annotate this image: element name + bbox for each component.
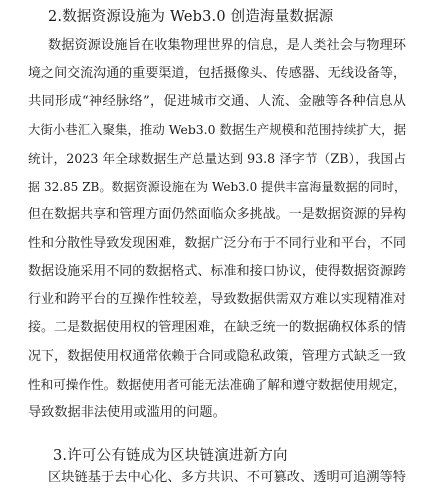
paragraph-line: 行业和跨平台的互操作性较差，导致数据供需双方难以实现精准对 — [28, 292, 406, 307]
paragraph-line: 导致数据非法使用或滥用的问题。 — [28, 405, 226, 420]
section-heading-2: 2.数据资源设施为 Web3.0 创造海量数据源 — [48, 9, 334, 25]
paragraph-line: 共同形成“神经脉络”，促进城市交通、人流、金融等各种信息从 — [28, 94, 406, 109]
paragraph-line: 数据资源设施旨在收集物理世界的信息，是人类社会与物理环 — [48, 38, 406, 53]
paragraph-line: 性和分散性导致发现困难，数据广泛分布于不同行业和平台，不同 — [28, 236, 406, 251]
paragraph-line: 况下，数据使用权通常依赖于合同或隐私政策，管理方式缺乏一致 — [28, 349, 406, 364]
paragraph-line: 大街小巷汇入聚集，推动 Web3.0 数据生产规模和范围持续扩大，据 — [28, 122, 406, 137]
paragraph-line: 统计，2023 年全球数据生产总量达到 93.8 泽字节（ZB），我国占 — [28, 151, 406, 166]
paragraph-line: 数据设施采用不同的数据格式、标准和接口协议，使得数据资源跨 — [28, 264, 406, 279]
paragraph-line: 区块链基于去中心化、多方共识、不可篡改、透明可追溯等特 — [48, 470, 406, 485]
section-heading-3: 3.许可公有链成为区块链演进新方向 — [53, 448, 288, 464]
paragraph-line: 但在数据共享和管理方面仍然面临众多挑战。一是数据资源的异构 — [28, 207, 406, 222]
paragraph-line: 据 32.85 ZB。数据资源设施在为 Web3.0 提供丰富海量数据的同时， — [28, 180, 406, 194]
paragraph-line: 境之间交流沟通的重要渠道，包括摄像头、传感器、无线设备等， — [28, 66, 406, 81]
paragraph-line: 接。二是数据使用权的管理困难，在缺乏统一的数据确权体系的情 — [28, 320, 406, 335]
paragraph-line: 性和可操作性。数据使用者可能无法准确了解和遵守数据使用规定， — [28, 377, 406, 392]
